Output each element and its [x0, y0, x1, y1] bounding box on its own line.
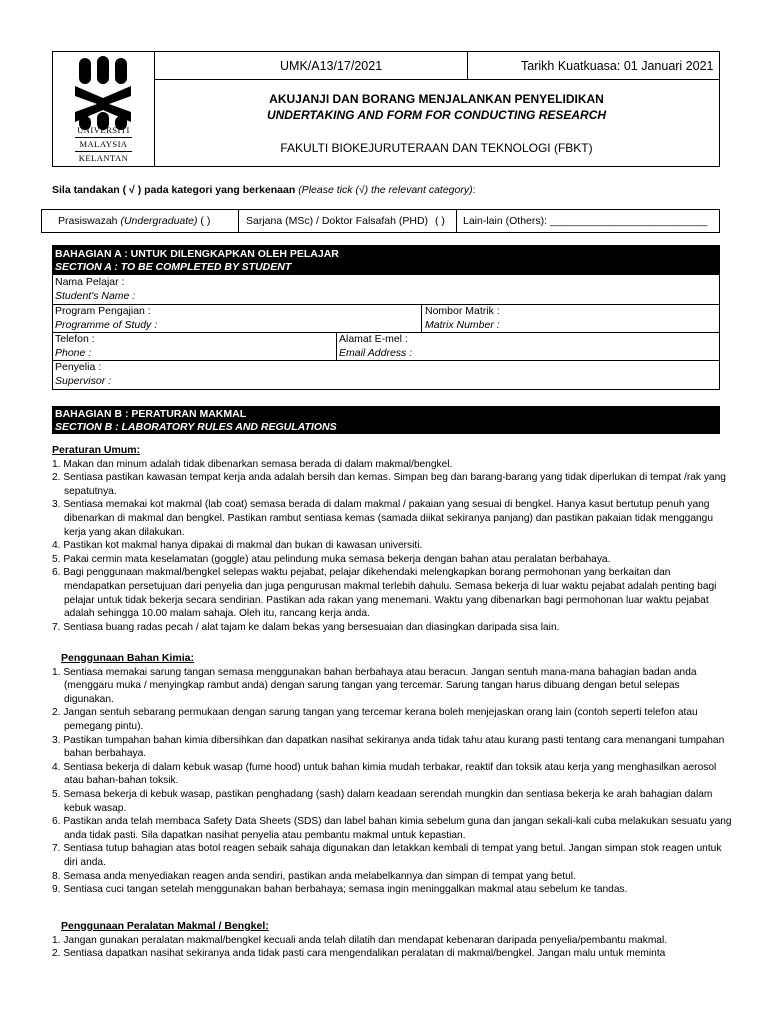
undergrad-english: (Undergraduate) — [120, 215, 198, 227]
doc-code: UMK/A13/17/2021 — [280, 59, 383, 73]
header-divider — [467, 52, 468, 79]
chemical-rules-heading: Penggunaan Bahan Kimia: — [61, 652, 195, 664]
matrix-label: Nombor Matrik : — [425, 305, 500, 317]
rule-item: 1. Jangan gunakan peralatan makmal/bengkel kecuali anda telah dilatih dan mendapat kebenaran daripada penyelia/pembantu makmal. — [52, 934, 668, 946]
supervisor-field[interactable] — [55, 361, 111, 388]
email-field[interactable] — [339, 333, 412, 360]
instruction-english: (Please tick (√) the relevant category) — [298, 184, 473, 196]
header-row-top — [154, 52, 719, 80]
postgrad-checkbox[interactable]: ( ) — [434, 215, 445, 227]
logo-line-1: UNIVERSITI — [77, 125, 130, 135]
rule-item: 4. Pastikan kot makmal hanya dipakai di makmal dan bukan di kawasan universiti. — [52, 540, 423, 552]
rule-item: 5. Semasa bekerja di kebuk wasap, pastikan penghadang (sash) dalam keadaan serendah mungkin dan sentiasa bekerja ke arah bahagian dalam kebuk wasap. — [52, 788, 713, 814]
undergrad-label: Prasiswazah — [58, 215, 118, 227]
divider — [53, 360, 719, 361]
rule-item: 2. Jangan sentuh sebarang permukaan dengan sarung tangan yang tercemar kerana boleh menjejaskan orang lain (contoh seperti telefon atau pemegang pintu). — [52, 707, 698, 732]
rule-item: 6. Pastikan anda telah membaca Safety Data Sheets (SDS) dan label bahan kimia sebelum guna dan jangan sekali-kali cuba melakukan sesuatu yang anda tidak pasti. Sila dapatkan nasihat penyelia atau pembantu makmal untuk kepastian. — [52, 816, 732, 841]
email-label: Alamat E-mel : — [339, 333, 408, 345]
university-logo — [53, 52, 155, 166]
rule-item: 5. Pakai cermin mata keselamatan (goggle) atau pelindung muka semasa bekerja dengan bahan atau peralatan berbahaya. — [52, 553, 611, 565]
email-label-en: Email Address : — [339, 346, 413, 359]
student-name-label: Nama Pelajar : — [55, 276, 125, 288]
equipment-rules-heading: Penggunaan Peralatan Makmal / Bengkel: — [61, 920, 269, 932]
category-divider-2 — [456, 210, 457, 232]
phone-label-en: Phone : — [55, 346, 92, 359]
equipment-rules — [52, 920, 732, 961]
logo-text — [53, 124, 154, 165]
rule-item: 7. Sentiasa tutup bahagian atas botol reagen sebaik sahaja digunakan dan letakkan kembali di tempat yang betul. Jangan simpan stok reagen untuk diri anda. — [52, 843, 722, 868]
rule-item: 4. Sentiasa bekerja di dalam kebuk wasap (fume hood) untuk bahan kimia mudah terbakar, reaktif dan toksik atau kerja yang menghasilkan aerosol atau bahan-bahan toksik. — [52, 761, 717, 787]
section-a-title-english: SECTION A : TO BE COMPLETED BY STUDENT — [55, 261, 292, 273]
matrix-label-en: Matrix Number : — [425, 318, 500, 331]
student-name-field[interactable] — [55, 276, 135, 303]
rule-item: 3. Sentiasa memakai kot makmal (lab coat) semasa berada di dalam makmal / pakaian yang sesuai di bengkel. Hanya kasut bertutup penuh yang dibenarkan di makmal dan bengkel. Pastikan rambut sentiasa kemas (samada diikat sekiranya panjang) dan pastikan pakaian tidak menggangu kerja yang akan dilakukan. — [52, 499, 713, 538]
section-a-header — [53, 246, 719, 275]
divider — [421, 304, 422, 332]
header-box — [52, 51, 720, 167]
umk-logo-icon — [53, 52, 154, 132]
matrix-number-field[interactable] — [425, 305, 500, 332]
phone-field[interactable] — [55, 333, 95, 360]
programme-label-en: Programme of Study : — [55, 318, 158, 331]
rule-item: 8. Semasa anda menyediakan reagen anda sendiri, pastikan anda melabelkannya dan simpan di tempat yang betul. — [52, 870, 576, 882]
logo-line-2: MALAYSIA — [75, 137, 132, 152]
category-others[interactable]: Lain-lain (Others): ___________________________ — [463, 215, 708, 227]
section-b-title-malay: BAHAGIAN B : PERATURAN MAKMAL — [55, 408, 247, 420]
postgrad-label: Sarjana (MSc) / Doktor Falsafah (PHD) — [246, 215, 429, 227]
logo-line-3: KELANTAN — [78, 153, 129, 163]
rule-item: 6. Bagi penggunaan makmal/bengkel selepas waktu pejabat, pelajar dikehendaki melengkapkan borang permohonan yang berkaitan dan mendapatkan persetujuan dari penyelia dan juga pengurusan makmal terlebih dahulu. Semasa bekerja di luar waktu pejabat adalah penting bagi pelajar untuk tidak bekerja secara sendirian. Pastikan ada rakan yang menemani. Waktu yang dibenarkan bagi permohonan luar waktu pejabat adalah sehingga 10.00 malam sahaja. Oleh itu, rancang kerja anda. — [52, 567, 717, 620]
rule-item: 9. Sentiasa cuci tangan setelah menggunakan bahan berbahaya; semasa ingin meninggalkan makmal atau sebelum ke tandas. — [52, 884, 628, 896]
category-row — [41, 209, 720, 233]
effective-date: Tarikh Kuatkuasa: 01 Januari 2021 — [521, 59, 714, 73]
programme-label: Program Pengajian : — [55, 305, 151, 317]
category-postgraduate[interactable] — [246, 215, 445, 227]
general-rules-heading: Peraturan Umum: — [52, 444, 141, 456]
rule-item: 2. Sentiasa pastikan kawasan tempat kerja anda adalah bersih dan kemas. Simpan beg dan barang-barang yang tidak diperlukan di tempat /rak yang sepatutnya. — [52, 472, 726, 497]
section-b-header-box — [52, 406, 720, 434]
title-english: UNDERTAKING AND FORM FOR CONDUCTING RESEARCH — [266, 108, 607, 122]
phone-label: Telefon : — [55, 333, 95, 345]
chemical-rules — [52, 652, 732, 897]
rule-item: 2. Sentiasa dapatkan nasihat sekiranya anda tidak pasti cara mengendalikan peralatan di makmal/bengkel. Jangan malu untuk meminta — [52, 948, 666, 960]
section-a — [52, 245, 720, 390]
programme-field[interactable] — [55, 305, 157, 332]
rule-item: 1. Makan dan minum adalah tidak dibenarkan semasa berada di dalam makmal/bengkel. — [52, 458, 453, 470]
instruction-malay: Sila tandakan ( √ ) pada kategori yang berkenaan — [52, 184, 296, 196]
rule-item: 3. Pastikan tumpahan bahan kimia dibersihkan dan dapatkan nasihat sekiranya anda tidak tahu atau kurang pasti tentang cara menangani tumpahan bahan berbahaya. — [52, 734, 725, 760]
instruction-tail: : — [472, 184, 476, 196]
instruction-line — [52, 184, 476, 196]
title-malay: AKUJANJI DAN BORANG MENJALANKAN PENYELIDIKAN — [269, 92, 604, 106]
student-name-label-en: Student's Name : — [55, 289, 136, 302]
general-rules — [52, 444, 732, 634]
faculty-name: FAKULTI BIOKEJURUTERAAN DAN TEKNOLOGI (FBKT) — [280, 141, 593, 155]
rule-item: 1. Sentiasa memakai sarung tangan semasa menggunakan bahan berbahaya atau beracun. Jangan sentuh mana-mana bahagian badan anda (menggaru muka / menyingkap rambut anda) dengan sarung tangan yang tercemar. Sarung tangan harus dibuang dengan betul selepas digunakan. — [52, 666, 697, 705]
category-divider-1 — [238, 210, 239, 232]
section-b-title-english: SECTION B : LABORATORY RULES AND REGULATIONS — [55, 421, 337, 433]
undergrad-checkbox[interactable]: ( ) — [200, 215, 211, 227]
rule-item: 7. Sentiasa buang radas pecah / alat tajam ke dalam bekas yang bersesuaian dan diasingkan daripada sisa lain. — [52, 621, 560, 633]
category-undergraduate[interactable] — [58, 215, 210, 227]
supervisor-label-en: Supervisor : — [55, 374, 112, 387]
supervisor-label: Penyelia : — [55, 361, 102, 373]
divider — [336, 332, 337, 360]
section-a-title-malay: BAHAGIAN A : UNTUK DILENGKAPKAN OLEH PELAJAR — [55, 248, 339, 260]
section-b-header — [53, 407, 719, 433]
